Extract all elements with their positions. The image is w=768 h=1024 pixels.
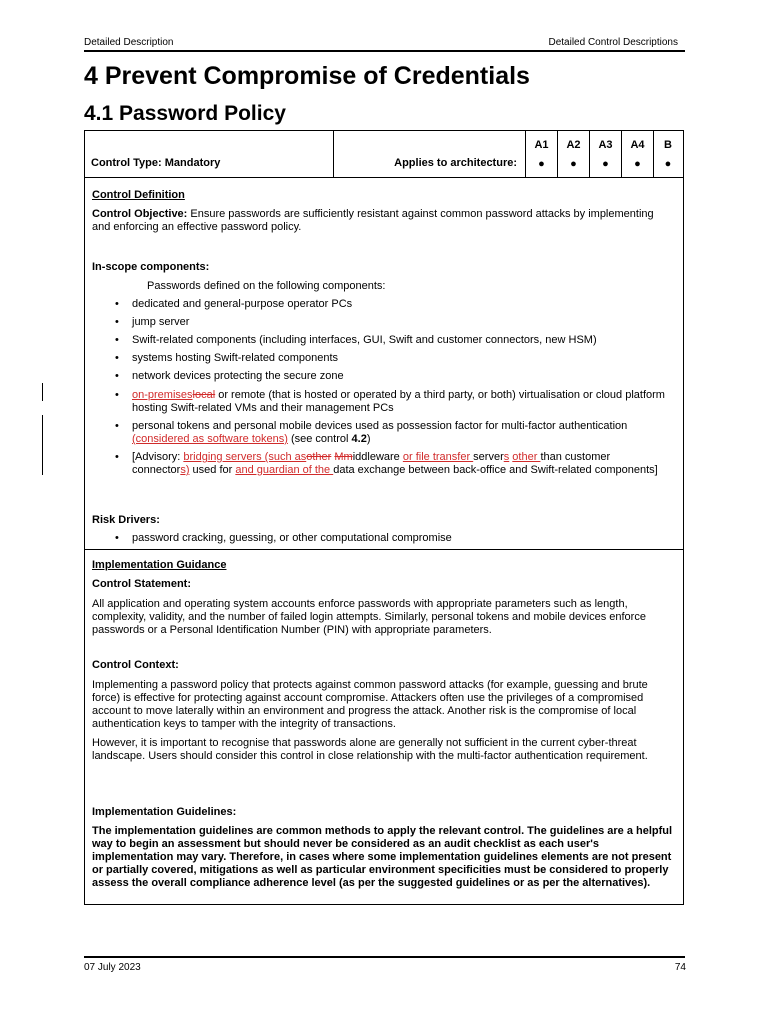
list-item: • jump server	[132, 316, 669, 329]
inserted-text: other	[512, 451, 541, 463]
inscope-heading: In-scope components:	[92, 261, 210, 273]
control-definition-box	[84, 177, 684, 550]
header-right: Detailed Control Descriptions	[548, 37, 678, 48]
item-text: or remote (that is hosted or operated by a third party, or both) virtualisation or cloud platform hosting Swift-related VMs and their management PCs	[132, 389, 665, 414]
control-statement-heading: Control Statement:	[92, 578, 191, 590]
item-text: than customer connector	[132, 451, 611, 476]
page-header	[84, 37, 684, 51]
control-ref: 4.2	[351, 433, 367, 445]
inserted-text: (considered as software tokens)	[132, 433, 288, 445]
arch-label: B	[664, 139, 672, 151]
list-item	[132, 451, 669, 477]
subsection-title: 4.1 Password Policy	[84, 102, 286, 125]
item-text: server	[473, 451, 504, 463]
arch-label: A1	[534, 139, 549, 151]
item-text: [Advisory:	[132, 451, 184, 463]
arch-a2-cell	[558, 131, 590, 177]
page-number: 74	[674, 962, 686, 973]
item-text: (see control	[287, 433, 352, 445]
list-item: • network devices protecting the secure zone	[132, 370, 669, 383]
arch-a3-cell	[590, 131, 622, 177]
control-objective	[92, 208, 673, 234]
change-bar	[42, 415, 43, 475]
item-text: )	[366, 433, 371, 445]
implementation-guidelines-text: The implementation guidelines are common methods to apply the relevant control. The guidelines are a helpful way to begin an assessment but should never be considered as an audit checklist as each user's implementation may vary. Therefore, in cases where some implementation guidelines elements are not present or partially covered, mitigations as well as particular environment specificities must be considered to properly assess the overall compliance adherence level (as per the suggested guidelines or as per the alternatives).	[92, 825, 673, 889]
control-context-text: Implementing a password policy that protects against common password attacks (for example, guessing and brute force) is effective for protecting against account compromise. Attackers often use the privileges of a compromised account to move laterally within an environment and progress the attack. Another risk is the compromise of local authentication keys to tamper with the integrity of transactions.	[92, 679, 648, 730]
list-item: • Swift-related components (including interfaces, GUI, Swift and customer connectors, new HSM)	[132, 334, 669, 347]
footer-rule	[84, 956, 685, 958]
arch-a1-cell	[526, 131, 558, 177]
control-definition-heading: Control Definition	[92, 189, 185, 201]
arch-label: A2	[566, 139, 581, 151]
implementation-guidance-box	[84, 549, 684, 905]
inserted-text: on-premises	[132, 389, 193, 401]
applies-label: Applies to architecture:	[394, 157, 517, 169]
inserted-text: or file transfer	[402, 451, 474, 463]
control-statement-text: All application and operating system accounts enforce passwords with appropriate parameters such as length, complexity, validity, and the number of failed login attempts. Similarly, personal tokens and mobile devices enforce passwords or a Personal Identification Number (PIN) with appropriate parameters.	[92, 598, 646, 636]
change-bar	[42, 383, 43, 401]
item-text: personal tokens and personal mobile devices used as possession factor for multi-factor authentication	[132, 420, 628, 432]
deleted-text: other	[306, 451, 332, 463]
control-context-text-2: However, it is important to recognise that passwords alone are generally not sufficient in the current cyber-threat landscape. Users should consider this control in close relationship with the multi-factor authentication requirement.	[92, 737, 648, 762]
header-rule	[84, 50, 685, 52]
list-item: • password cracking, guessing, or other computational compromise	[132, 532, 669, 545]
item-text: data exchange between back-office and Swift-related components]	[333, 464, 658, 476]
arch-bullet-icon: ●	[634, 158, 641, 170]
deleted-text: Mm	[334, 451, 353, 463]
inserted-text: bridging servers (such as	[183, 451, 307, 463]
list-item	[132, 420, 669, 446]
control-type-cell	[85, 131, 334, 177]
header-left: Detailed Description	[84, 37, 174, 48]
inscope-intro: Passwords defined on the following components:	[147, 280, 386, 292]
deleted-text: local	[192, 389, 216, 401]
arch-bullet-icon: ●	[664, 158, 672, 170]
control-type-label: Control Type: Mandatory	[91, 157, 221, 169]
control-context-heading: Control Context:	[92, 659, 179, 671]
arch-bullet-icon: ●	[538, 158, 545, 170]
inserted-text: and guardian of the	[235, 464, 334, 476]
list-item: • dedicated and general-purpose operator PCs	[132, 298, 669, 311]
inserted-text: s)	[180, 464, 190, 476]
arch-label: A4	[630, 139, 645, 151]
arch-bullet-icon: ●	[570, 158, 577, 170]
control-type-table	[84, 130, 684, 178]
applies-cell	[334, 131, 526, 177]
objective-text: Ensure passwords are sufficiently resistant against common password attacks by implementing and enforcing an effective password policy.	[92, 208, 654, 233]
implementation-guidelines-heading: Implementation Guidelines:	[92, 806, 237, 818]
arch-a4-cell	[622, 131, 654, 177]
arch-bullet-icon: ●	[602, 158, 609, 170]
implementation-guidance-heading: Implementation Guidance	[92, 559, 227, 571]
item-text: iddleware	[352, 451, 403, 463]
inserted-text: s	[503, 451, 510, 463]
objective-label: Control Objective:	[92, 208, 188, 220]
list-item	[132, 389, 669, 415]
list-item: • systems hosting Swift-related components	[132, 352, 669, 365]
arch-label: A3	[598, 139, 613, 151]
section-title: 4 Prevent Compromise of Credentials	[84, 62, 530, 90]
item-text: used for	[189, 464, 236, 476]
risk-drivers-heading: Risk Drivers:	[92, 514, 160, 526]
arch-b-cell	[654, 131, 682, 177]
footer-date: 07 July 2023	[84, 962, 141, 973]
